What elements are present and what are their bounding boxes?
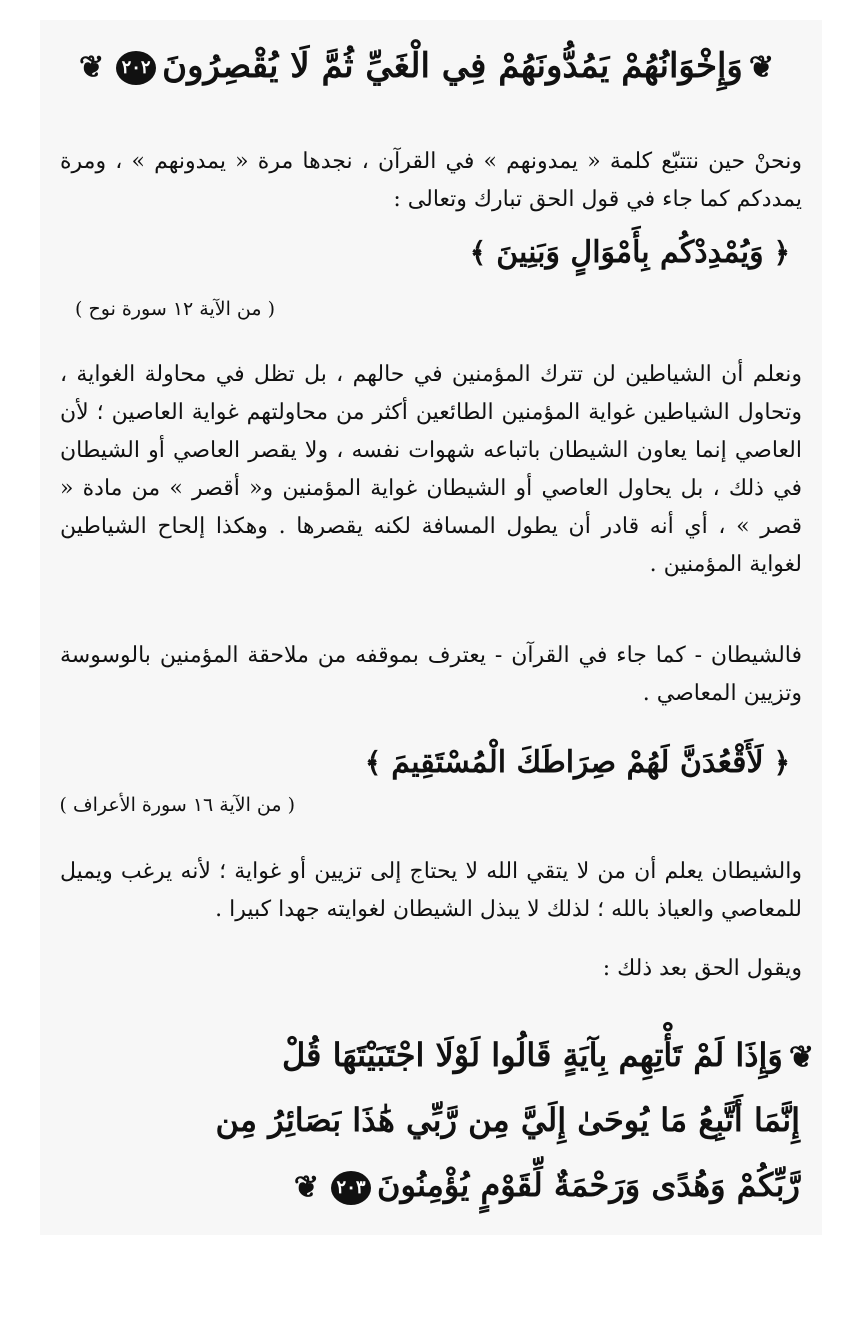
bracket-close-icon: ﴾ bbox=[469, 236, 487, 269]
quote-araf bbox=[300, 745, 800, 780]
paragraph-2: ونعلم أن الشياطين لن تترك المؤمنين في حالهم ، بل تظل في محاولة الغواية ، وتحاول الشياطين غواية المؤمنين الطائعين أكثر من محاولتهم غواية العاصين ؛ لأن العاصي إنما يعاون الشيطان باتباعه شهوات نفسه ، ولا يقصر العاصي أو الشيطان في ذلك ، بل يحاول العاصي أو الشيطان غواية المؤمنين و« أقصر » من مادة « قصر » ، أي أنه قادر أن يطول المسافة لكنه يقصرها . وهكذا إلحاح الشياطين لغواية المؤمنين . bbox=[60, 362, 803, 577]
paragraph-5: ويقول الحق بعد ذلك : bbox=[602, 956, 802, 981]
ornament-end-icon: ❦ bbox=[293, 1169, 320, 1205]
paragraph-1: ونحنْ حين نتتبّع كلمة « يمدونهم » في القرآن ، نجدها مرة « يمدونهم » ، ومرة يمددكم كما جاء في قول الحق تبارك وتعالى : bbox=[60, 149, 802, 212]
verse-202 bbox=[80, 45, 780, 88]
ornament-start-icon: ❦ bbox=[788, 1039, 814, 1075]
bracket-open-icon: ﴿ bbox=[773, 236, 790, 269]
verse-number-203: ٢٠٣ bbox=[331, 1171, 371, 1205]
paragraph-4: والشيطان يعلم أن من لا يتقي الله لا يحتاج إلى تزيين أو غواية ؛ لأنه يرغب ويميل للمعاصي والعياذ بالله ؛ لذلك لا يبذل الشيطان لغوايته جهدا كبيرا . bbox=[60, 859, 802, 922]
verse-203-line-3 bbox=[90, 1165, 800, 1206]
reference-nuh: ( من الآية ١٢ سورة نوح ) bbox=[75, 298, 275, 320]
quote-araf-text: لَأَقْعُدَنَّ لَهُمْ صِرَاطَكَ الْمُسْتَقِيمَ bbox=[391, 745, 764, 780]
verse-203-line-2 bbox=[90, 1100, 800, 1140]
verse-202-text: وَإِخْوَانُهُمْ يَمُدُّونَهُمْ فِي الْغَيِّ ثُمَّ لَا يُقْصِرُونَ bbox=[162, 46, 743, 86]
verse-203-line-1 bbox=[90, 1035, 820, 1076]
ornament-right-icon: ❦ bbox=[748, 50, 774, 86]
quote-nuh-text: وَيُمْدِدْكُم بِأَمْوَالٍ وَبَنِينَ bbox=[496, 235, 764, 270]
paragraph-3: فالشيطان - كما جاء في القرآن - يعترف بموقفه من ملاحقة المؤمنين بالوسوسة وتزيين المعاصي . bbox=[60, 643, 802, 706]
bracket-close-icon: ﴾ bbox=[364, 746, 382, 779]
bracket-open-icon: ﴿ bbox=[773, 746, 790, 779]
verse-203-line-2-text: إِنَّمَا أَتَّبِعُ مَا يُوحَىٰ إِلَيَّ مِن رَّبِّي هَٰذَا بَصَائِرُ مِن bbox=[215, 1101, 800, 1139]
ornament-left-icon: ❦ bbox=[78, 50, 105, 86]
reference-araf: ( من الآية ١٦ سورة الأعراف ) bbox=[59, 794, 295, 816]
verse-203-line-1-text: وَإِذَا لَمْ تَأْتِهِم بِآيَةٍ قَالُوا لَوْلَا اجْتَبَيْتَهَا قُلْ bbox=[281, 1036, 783, 1074]
verse-number-202: ٢٠٢ bbox=[116, 51, 156, 85]
verse-203-line-3-text: رَّبِّكُمْ وَهُدًى وَرَحْمَةٌ لِّقَوْمٍ يُؤْمِنُونَ bbox=[377, 1166, 800, 1204]
quote-nuh bbox=[300, 235, 800, 270]
